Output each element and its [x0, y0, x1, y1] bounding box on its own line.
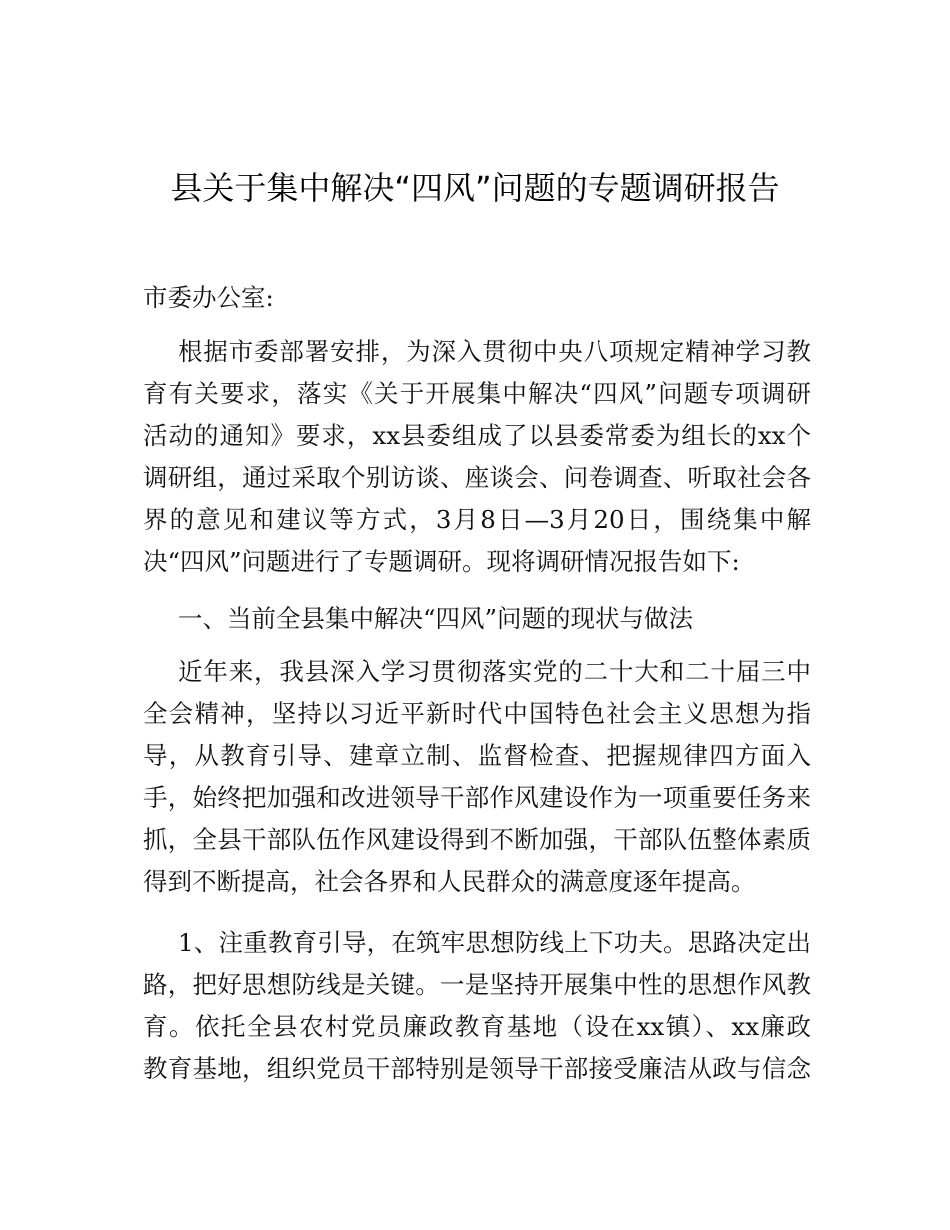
paragraph-line: 调研组，通过采取个别访谈、座谈会、问卷调查、听取社会各: [143, 463, 811, 492]
paragraph-line: 活动的通知》要求，xx县委组成了以县委常委为组长的xx个: [143, 421, 811, 450]
paragraph-line: 得到不断提高，社会各界和人民群众的满意度逐年提高。: [143, 867, 756, 896]
paragraph-line: 根据市委部署安排，为深入贯彻中央八项规定精神学习教: [178, 337, 811, 366]
salutation: 市委办公室:: [143, 283, 274, 312]
section-heading: 一、当前全县集中解决“四风”问题的现状与做法: [178, 604, 694, 633]
paragraph-line: 育有关要求，落实《关于开展集中解决“四风”问题专项调研: [143, 379, 811, 408]
paragraph-line: 界的意见和建议等方式，3月8日—3月20日，围绕集中解: [143, 505, 811, 534]
paragraph-line: 育。依托全县农村党员廉政教育基地（设在xx镇）、xx廉政: [143, 1012, 811, 1041]
paragraph-line: 近年来，我县深入学习贯彻落实党的二十大和二十届三中: [178, 657, 811, 686]
paragraph-line: 手，始终把加强和改进领导干部作风建设作为一项重要任务来: [143, 783, 811, 812]
document-title: 县关于集中解决“四风”问题的专题调研报告: [170, 169, 780, 207]
paragraph-line: 决“四风”问题进行了专题调研。现将调研情况报告如下:: [143, 547, 740, 576]
paragraph-line: 教育基地，组织党员干部特别是领导干部接受廉洁从政与信念: [143, 1054, 811, 1083]
paragraph-line: 导，从教育引导、建章立制、监督检查、把握规律四方面入: [143, 741, 811, 770]
paragraph-line: 1、注重教育引导，在筑牢思想防线上下功夫。思路决定出: [178, 928, 811, 957]
paragraph-line: 抓，全县干部队伍作风建设得到不断加强，干部队伍整体素质: [143, 825, 811, 854]
paragraph-line: 全会精神，坚持以习近平新时代中国特色社会主义思想为指: [143, 699, 811, 728]
paragraph-line: 路，把好思想防线是关键。一是坚持开展集中性的思想作风教: [143, 970, 811, 999]
